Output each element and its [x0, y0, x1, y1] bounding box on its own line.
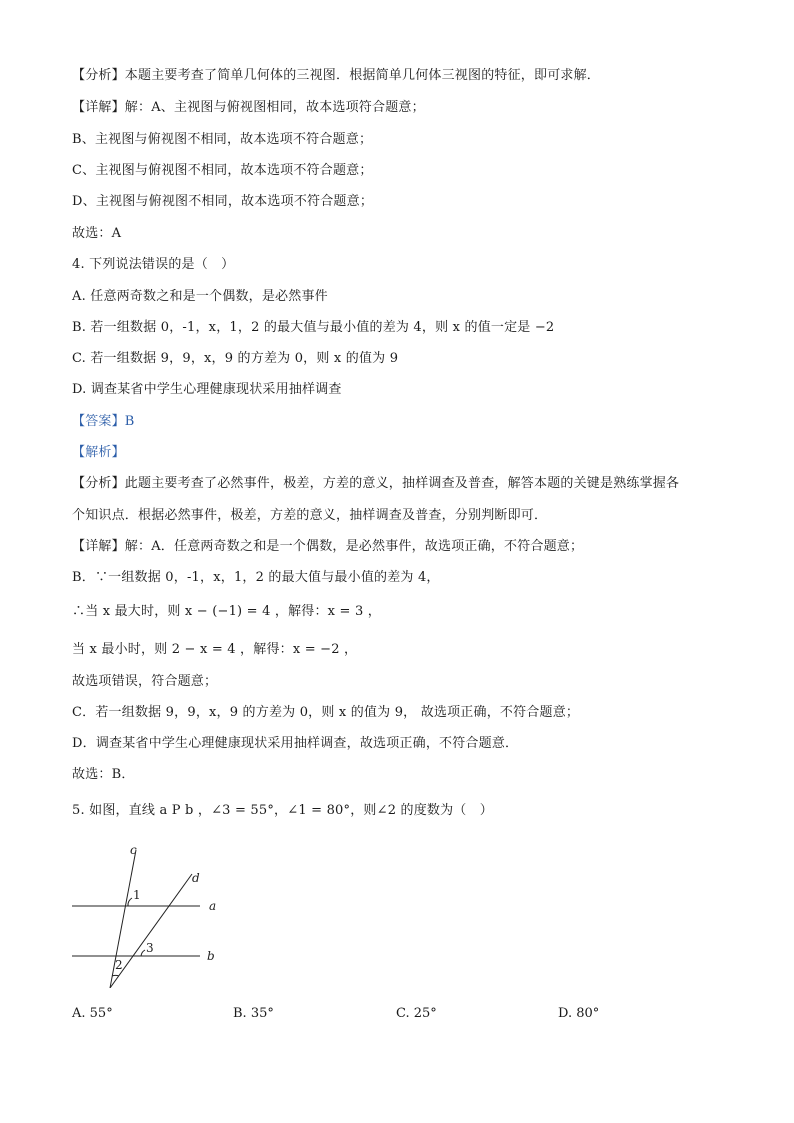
q5-option-d: D. 80° [558, 1006, 600, 1021]
q4-analysis-1: 【分析】此题主要考查了必然事件，极差，方差的意义，抽样调查及普查，解答本题的关键是熟练掌握各 [72, 476, 680, 491]
angle-3-arc [141, 950, 145, 956]
q4-detail-b-result: 故选项错误，符合题意； [72, 674, 218, 689]
angle-1-arc [128, 898, 132, 906]
detail-q3-b: B、主视图与俯视图不相同，故本选项不符合题意； [72, 132, 373, 147]
q4-detail-d: D．调查某省中学生心理健康现状采用抽样调查，故选项正确，不符合题意． [72, 736, 519, 751]
q4-answer: 【答案】B [72, 414, 135, 429]
q5-option-b: B. 35° [233, 1006, 274, 1021]
line-c [110, 850, 136, 988]
label-angle-3: 3 [146, 941, 154, 955]
q4-option-a: A. 任意两奇数之和是一个偶数，是必然事件 [72, 289, 328, 304]
q4-explanation-heading: 【解析】 [72, 445, 125, 460]
parallel-lines-figure [66, 838, 226, 988]
detail-q3-a: 【详解】解：A、主视图与俯视图相同，故本选项符合题意； [72, 100, 425, 115]
q5-option-c: C. 25° [396, 1006, 437, 1021]
detail-q3-c: C、主视图与俯视图不相同，故本选项不符合题意； [72, 163, 373, 178]
analysis-q3: 【分析】本题主要考查了简单几何体的三视图．根据简单几何体三视图的特征，即可求解． [72, 68, 601, 83]
q4-final-answer: 故选：B． [72, 767, 135, 782]
q4-analysis-2: 个知识点．根据必然事件，极差，方差的意义，抽样调查及普查，分别判断即可． [72, 508, 548, 523]
q4-detail-c: C．若一组数据 9，9，x，9 的方差为 0，则 x 的值为 9， 故选项正确，不符合题意； [72, 705, 580, 720]
q4-detail-b-max: ∴当 x 最大时，则 x − (−1) = 4 ，解得：x = 3 ， [72, 604, 381, 619]
q4-option-b: B. 若一组数据 0，-1，x，1，2 的最大值与最小值的差为 4，则 x 的值一定是 −2 [72, 320, 555, 335]
question-4: 4. 下列说法错误的是（ ） [72, 257, 235, 272]
q4-detail-b: B．∵一组数据 0，-1，x，1，2 的最大值与最小值的差为 4， [72, 570, 440, 585]
label-a: a [209, 899, 217, 913]
label-d: d [192, 871, 200, 885]
label-c: c [130, 843, 137, 857]
q4-detail-b-min: 当 x 最小时，则 2 − x = 4 ，解得：x = −2 ， [72, 642, 358, 657]
label-b: b [207, 949, 215, 963]
q4-detail-a: 【详解】解：A．任意两奇数之和是一个偶数，是必然事件，故选项正确，不符合题意； [72, 539, 584, 554]
label-angle-2: 2 [115, 958, 123, 972]
answer-q3: 故选：A [72, 226, 122, 241]
question-5: 5. 如图，直线 a P b ，∠3 = 55°，∠1 = 80°，则∠2 的度数为（ ） [72, 803, 493, 818]
q4-option-c: C. 若一组数据 9，9，x，9 的方差为 0，则 x 的值为 9 [72, 351, 399, 366]
angle-2-arc [112, 975, 119, 976]
detail-q3-d: D、主视图与俯视图不相同，故本选项不符合题意； [72, 194, 374, 209]
q5-option-a: A. 55° [72, 1006, 113, 1021]
label-angle-1: 1 [133, 888, 141, 902]
q4-option-d: D. 调查某省中学生心理健康现状采用抽样调查 [72, 382, 342, 397]
